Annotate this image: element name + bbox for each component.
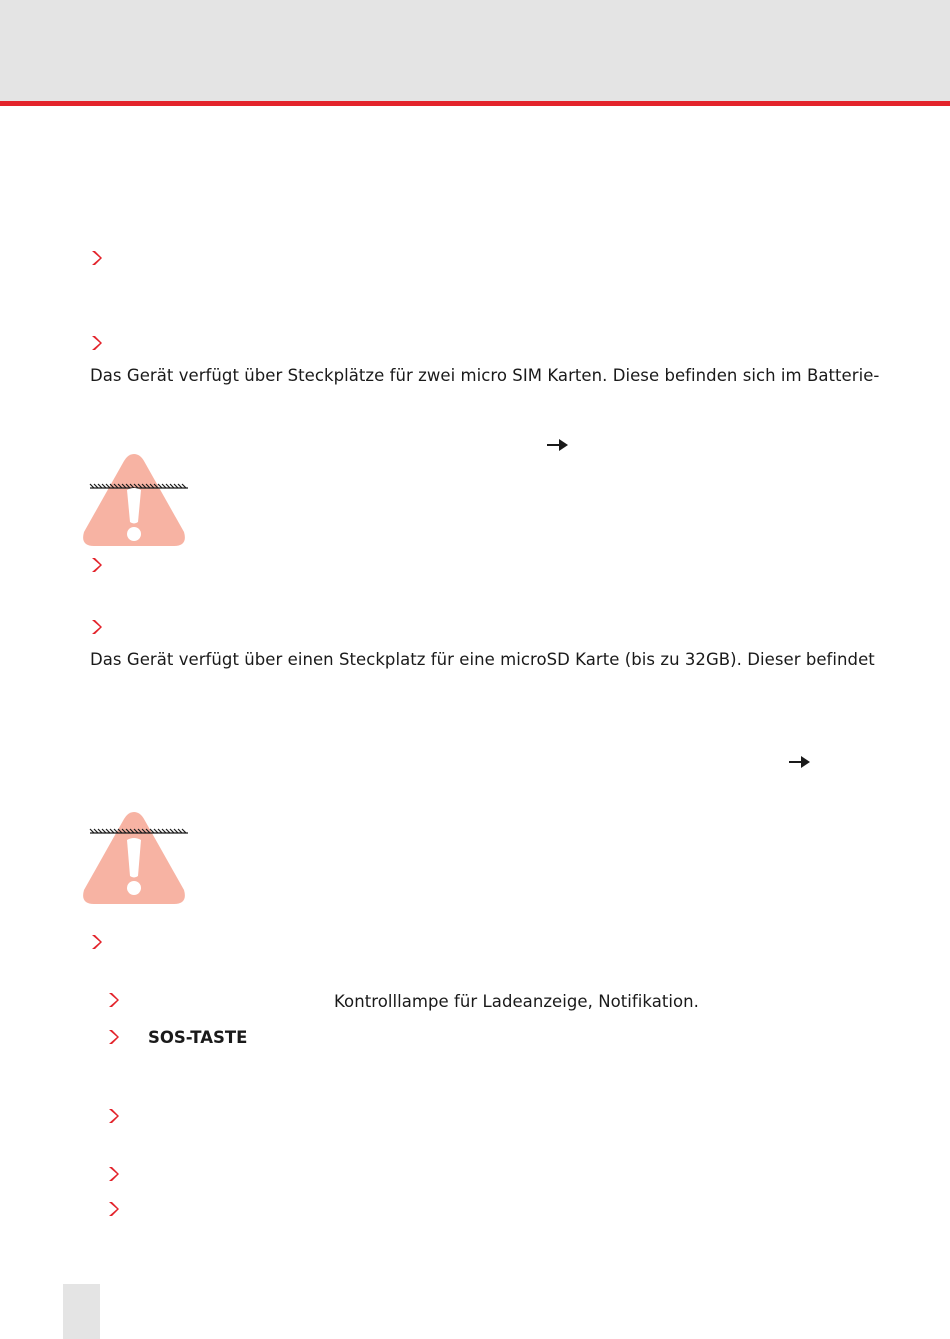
- sos-key-label: SOS-TASTE: [148, 1028, 248, 1047]
- control-lamp-description: Kontrolllampe für Ladeanzeige, Notifikation.: [334, 992, 699, 1011]
- chevron-right-icon: [108, 992, 122, 1010]
- chevron-right-icon: [108, 1108, 122, 1126]
- chevron-right-icon: [91, 619, 105, 637]
- microsd-slot-paragraph: Das Gerät verfügt über einen Steckplatz für eine microSD Karte (bis zu 32GB). Dieser befindet: [90, 650, 875, 669]
- header-accent-rule: [0, 101, 950, 106]
- warning-triangle-icon: [78, 450, 190, 550]
- chevron-right-icon: [91, 557, 105, 575]
- sim-slots-paragraph: Das Gerät verfügt über Steckplätze für zwei micro SIM Karten. Diese befinden sich im Batterie-: [90, 366, 880, 385]
- chevron-right-icon: [91, 250, 105, 268]
- chevron-right-icon: [108, 1029, 122, 1047]
- page-number-tab: [63, 1284, 100, 1339]
- warning-triangle-icon: [78, 808, 190, 908]
- chevron-right-icon: [108, 1201, 122, 1219]
- arrow-right-icon: [788, 754, 812, 768]
- chevron-right-icon: [108, 1166, 122, 1184]
- chevron-right-icon: [91, 335, 105, 353]
- arrow-right-icon: [546, 437, 570, 451]
- page-header-band: [0, 0, 950, 101]
- chevron-right-icon: [91, 934, 105, 952]
